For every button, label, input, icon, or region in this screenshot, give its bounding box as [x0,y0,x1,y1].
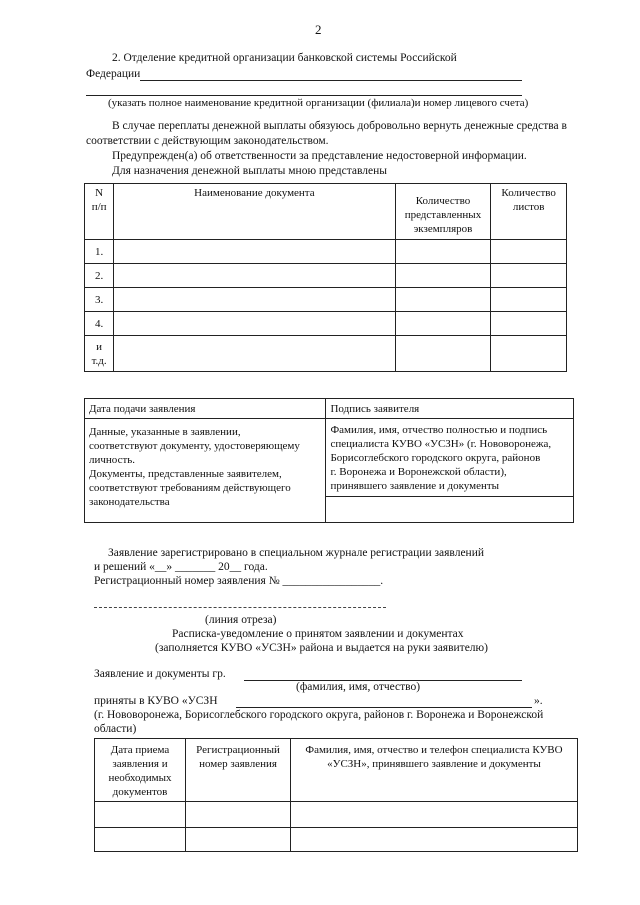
receipt-specialist-header [291,739,578,802]
submitted-text: Для назначения денежной выплаты мною представлены [112,165,388,177]
doc-cell[interactable] [114,312,395,336]
qty-cell[interactable] [395,264,491,288]
receipt-regnum-cell[interactable] [186,828,291,852]
receipt-regnum-line: номер заявления [199,758,277,770]
receipt-date-line: заявления и [112,758,168,770]
overpay-text-2: соответствии с действующим законодательством. [86,135,329,147]
bank-name-field-2[interactable] [86,95,522,96]
specialist-line: г. Воронежа и Воронежской области), [330,466,507,478]
receipt-date-line: необходимых [108,772,172,784]
received-from-label: Заявление и документы гр. [94,668,226,680]
date-header: Дата подачи заявления [85,399,326,419]
receipt-date-line: Дата приема [110,744,170,756]
specialist-cell [326,419,574,497]
row-number: 1. [85,240,114,264]
specialist-line: Борисоглебского городского округа, районов [330,452,541,464]
doc-cell[interactable] [114,264,395,288]
registration-line1: Заявление зарегистрировано в специальном журнале регистрации заявлений [108,547,485,559]
qty-cell[interactable] [395,288,491,312]
section2-line2: Федерации [86,68,141,80]
sheets-cell[interactable] [491,240,567,264]
receipt-regnum-cell[interactable] [186,802,291,828]
verification-line: соответствуют требованиям действующего [89,482,291,494]
receipt-regnum-header [186,739,291,802]
verification-line: законодательства [89,496,170,508]
submission-table [84,398,574,523]
qty-cell[interactable] [395,336,491,372]
header-n [85,184,114,240]
receipt-specialist-cell[interactable] [291,828,578,852]
header-qty [395,184,491,240]
section2-line1: 2. Отделение кредитной организации банковской системы Российской [112,52,457,64]
registration-line2: и решений «__» _______ 20__ года. [94,561,268,573]
row-number: 3. [85,288,114,312]
signature-header: Подпись заявителя [326,399,574,419]
header-qty-line: экземпляров [413,223,473,235]
header-sheets-line: листов [512,201,545,213]
header-qty-line: представленных [404,209,482,221]
receipt-date-header [95,739,186,802]
doc-cell[interactable] [114,240,395,264]
verification-line: соответствуют документу, удостоверяющему [89,440,300,452]
section2-hint: (указать полное наименование кредитной организации (филиала)и номер лицевого счета) [108,97,529,109]
receipt-specialist-line: «УСЗН», принявшего заявление и документы [327,758,541,770]
header-n-line: п/п [91,201,107,213]
header-sheets [491,184,567,240]
receipt-regnum-line: Регистрационный [196,744,280,756]
verification-line: Документы, представленные заявителем, [89,468,282,480]
specialist-line: принявшего заявление и документы [330,480,500,492]
documents-table [84,183,567,372]
location-line1: (г. Нововоронежа, Борисоглебского городского округа, районов г. Воронежа и Воронежской [94,709,544,721]
sheets-cell[interactable] [491,264,567,288]
accepted-label: приняты в КУВО «УСЗН [94,695,218,707]
row-etc-line: и [96,340,103,353]
row-etc-line: т.д. [91,354,107,367]
doc-cell[interactable] [114,288,395,312]
verification-cell [85,419,326,523]
verification-line: личность. [89,454,136,466]
uszn-name-field[interactable] [236,707,532,708]
sheets-cell[interactable] [491,288,567,312]
header-sheets-line: Количество [501,187,556,199]
header-n-line: N [95,187,104,199]
page-number: 2 [315,22,322,37]
receipt-date-line: документов [112,786,168,798]
location-line2: области) [94,723,137,735]
specialist-line: специалиста КУВО «УСЗН» (г. Нововоронежа, [330,438,552,450]
receipt-specialist-line: Фамилия, имя, отчество и телефон специалиста КУВО [305,744,563,756]
receipt-title: Расписка-уведомление о принятом заявлении и документах [172,628,464,640]
cut-line [94,607,386,608]
sheets-cell[interactable] [491,336,567,372]
specialist-line: Фамилия, имя, отчество полностью и подпись [330,424,548,436]
warned-text: Предупрежден(а) об ответственности за представление недостоверной информации. [112,150,527,162]
receipt-date-cell[interactable] [95,828,186,852]
overpay-text-1: В случае переплаты денежной выплаты обязуюсь добровольно вернуть денежные средства в [112,120,567,132]
verification-line: Данные, указанные в заявлении, [89,426,241,438]
sheets-cell[interactable] [491,312,567,336]
receipt-date-cell[interactable] [95,802,186,828]
receipt-subtitle: (заполняется КУВО «УСЗН» района и выдается на руки заявителю) [155,642,488,654]
receipt-specialist-cell[interactable] [291,802,578,828]
registration-line3: Регистрационный номер заявления № _________________. [94,575,384,587]
qty-cell[interactable] [395,240,491,264]
specialist-signature-cell[interactable] [326,497,574,523]
row-number: 4. [85,312,114,336]
cut-line-label: (линия отреза) [205,614,277,626]
accepted-end: ». [534,695,543,707]
bank-name-field[interactable] [140,80,522,81]
header-doc-name: Наименование документа [114,184,395,240]
fio-hint: (фамилия, имя, отчество) [296,681,421,693]
row-number: 2. [85,264,114,288]
row-number-etc [85,336,114,372]
header-qty-line: Количество [415,195,471,207]
doc-cell[interactable] [114,336,395,372]
qty-cell[interactable] [395,312,491,336]
receipt-table [94,738,578,852]
